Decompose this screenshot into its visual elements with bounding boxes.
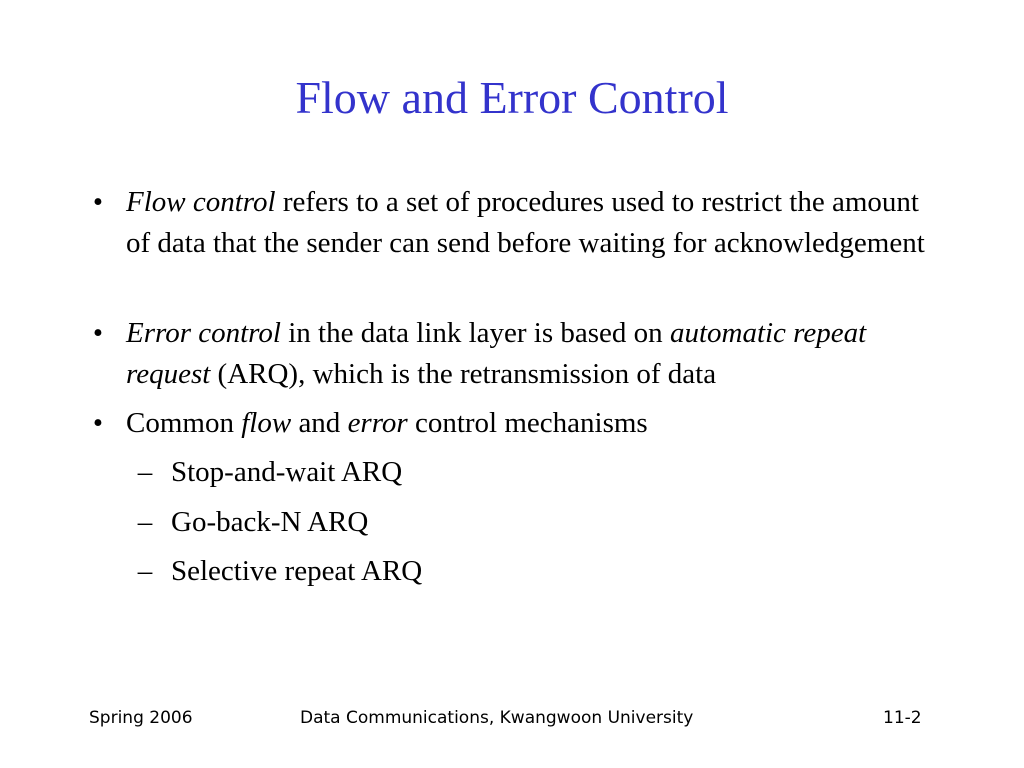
bullet-run: (ARQ), which is the retransmission of data: [210, 358, 717, 390]
footer-date: Spring 2006: [89, 708, 193, 728]
bullet-run: automatic repeat request: [126, 317, 867, 390]
sub-bullet-marker: –: [137, 555, 153, 587]
bullet-run: control mechanisms: [407, 407, 648, 439]
bullet-error-control: [92, 313, 936, 395]
bullet-marker: •: [92, 186, 104, 218]
sub-bullet-selective-repeat: [137, 551, 931, 592]
sub-bullet-text: Go-back-N ARQ: [171, 506, 369, 538]
bullet-run: Error control: [126, 317, 281, 349]
footer-course: Data Communications, Kwangwoon University: [300, 708, 694, 728]
bullet-text: [126, 407, 648, 439]
bullet-text: [126, 186, 925, 259]
footer-page-number: 11-2: [883, 708, 922, 728]
sub-bullet-stop-and-wait: [137, 452, 931, 493]
sub-bullet-text: Stop-and-wait ARQ: [171, 456, 403, 488]
bullet-run: and: [291, 407, 348, 439]
bullet-flow-control: [92, 182, 936, 264]
bullet-run: flow: [241, 407, 292, 439]
bullet-marker: •: [92, 317, 104, 349]
bullet-run: Flow control: [126, 186, 276, 218]
bullet-common-mechanisms: [92, 403, 936, 444]
bullet-text: [126, 317, 866, 390]
sub-bullet-marker: –: [137, 506, 153, 538]
bullet-run: error: [347, 407, 408, 439]
slide-title: Flow and Error Control: [295, 72, 729, 123]
sub-bullet-marker: –: [137, 456, 153, 488]
bullet-marker: •: [92, 407, 104, 439]
sub-bullet-go-back-n: [137, 502, 931, 543]
bullet-run: refers to a set of procedures used to restrict the amount of data that the sender can send before waiting for acknowledgement: [126, 186, 925, 259]
bullet-run: in the data link layer is based on: [280, 317, 670, 349]
sub-bullet-text: Selective repeat ARQ: [171, 555, 423, 587]
bullet-run: Common: [126, 407, 242, 439]
